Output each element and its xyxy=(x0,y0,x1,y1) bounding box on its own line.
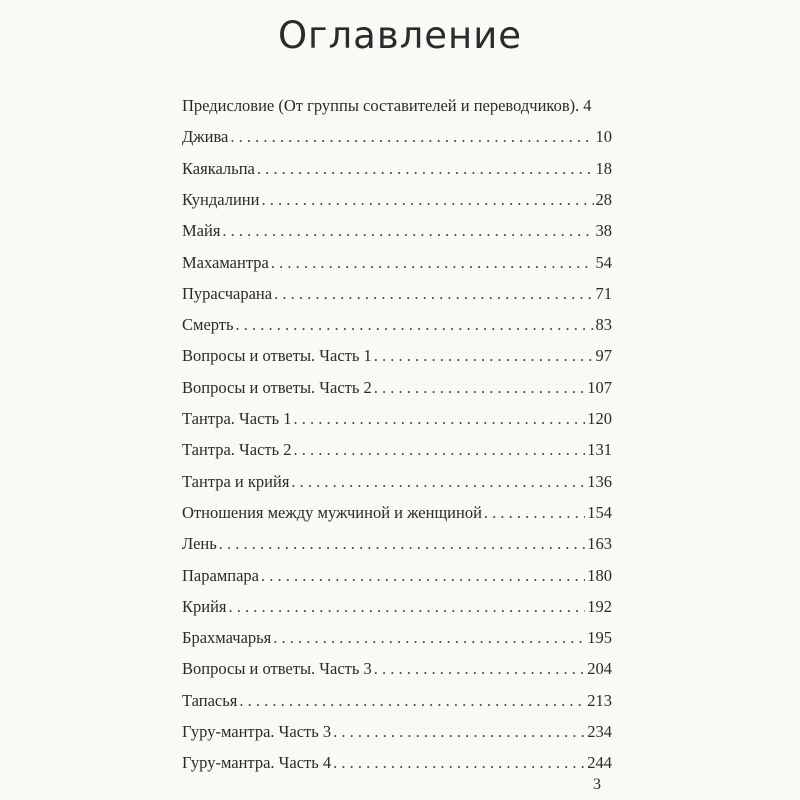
toc-entry xyxy=(182,753,612,773)
toc-entry-title: Отношения между мужчиной и женщиной xyxy=(182,502,482,522)
dot-leader xyxy=(273,628,585,648)
toc-entry xyxy=(182,96,612,116)
toc-entry-page: 97 xyxy=(595,346,612,366)
dot-leader xyxy=(374,346,594,366)
toc-entry xyxy=(182,159,612,179)
dot-leader xyxy=(219,534,585,554)
toc-entry-title: Вопросы и ответы. Часть 3 xyxy=(182,659,372,679)
dot-leader xyxy=(294,409,586,429)
page-title: Оглавление xyxy=(277,14,523,57)
toc-entry-page: 71 xyxy=(595,283,612,303)
toc-entry-title: Гуру-мантра. Часть 4 xyxy=(182,753,332,773)
toc-entry-page: 83 xyxy=(595,315,612,335)
toc-entry-page: 213 xyxy=(587,690,612,710)
toc-entry-page: 192 xyxy=(587,596,612,616)
toc-entry-title: Крийя xyxy=(182,596,227,616)
toc-entry-page: 54 xyxy=(595,252,612,272)
toc-entry xyxy=(182,472,612,492)
toc-entry-title: Смерть xyxy=(182,315,234,335)
toc-entry-title: Майя xyxy=(182,221,221,241)
dot-leader xyxy=(236,315,594,335)
dot-leader xyxy=(271,253,594,273)
toc-entry-page: 180 xyxy=(587,565,612,585)
dot-leader xyxy=(229,597,586,617)
toc-entry xyxy=(182,221,612,241)
toc-entry xyxy=(182,190,612,210)
toc-entry xyxy=(182,503,612,523)
toc-entry-title: Лень xyxy=(182,534,217,554)
toc-entry xyxy=(182,315,612,335)
toc-entry xyxy=(182,597,612,617)
toc-entry-title: Вопросы и ответы. Часть 1 xyxy=(182,346,372,366)
page-number: 3 xyxy=(593,776,601,793)
toc-entry-page: 18 xyxy=(595,158,612,178)
toc-entry xyxy=(182,534,612,554)
toc-entry-page: 244 xyxy=(587,753,612,773)
dot-leader xyxy=(374,378,585,398)
toc-entry-page: 136 xyxy=(587,471,612,491)
dot-leader xyxy=(374,659,585,679)
toc-entry-title: Брахмачарья xyxy=(182,628,272,648)
toc-entry xyxy=(182,440,612,460)
dot-leader xyxy=(291,472,585,492)
toc-entry-page: 163 xyxy=(587,534,612,554)
dot-leader xyxy=(274,284,593,304)
toc-entry-page: 107 xyxy=(587,377,612,397)
toc-entry-page: 10 xyxy=(595,127,612,147)
dot-leader xyxy=(333,753,585,773)
toc-entry xyxy=(182,628,612,648)
toc-entry-title: Тантра и крийя xyxy=(182,471,290,491)
toc-entry-title: Гуру-мантра. Часть 3 xyxy=(182,722,332,741)
dot-leader xyxy=(239,691,585,711)
toc-entry-title: Тапасья xyxy=(182,690,238,710)
dot-leader xyxy=(333,722,585,742)
toc-entry-page: 195 xyxy=(587,628,612,648)
toc-entry xyxy=(182,722,612,742)
toc-entry-page: 234 xyxy=(587,722,612,741)
toc-entry xyxy=(182,659,612,679)
toc-entry xyxy=(182,284,612,304)
toc-entry xyxy=(182,378,612,398)
toc-entry-page: 28 xyxy=(595,189,612,209)
toc-entry-page: 120 xyxy=(587,409,612,428)
toc-entry-page: 154 xyxy=(587,502,612,522)
toc-entry xyxy=(182,127,612,147)
toc-entry-title: Каякальпа xyxy=(182,158,255,178)
toc-entry-title: Махамантра xyxy=(182,252,269,272)
toc-entry-title: Тантра. Часть 2 xyxy=(182,440,292,460)
toc-entry-title: Вопросы и ответы. Часть 2 xyxy=(182,377,372,397)
toc-entry-title: Пурасчарана xyxy=(182,283,273,303)
toc-entry xyxy=(182,566,612,586)
toc-entry-page: 38 xyxy=(595,221,612,241)
dot-leader xyxy=(230,127,593,147)
dot-leader xyxy=(261,190,593,210)
dot-leader xyxy=(222,221,593,241)
toc-entry-page: 4 xyxy=(583,96,592,115)
toc-entry xyxy=(182,346,612,366)
toc-entry-title: Предисловие (От группы составителей и переводчиков). xyxy=(182,96,580,115)
toc-entry-title: Джива xyxy=(182,127,229,147)
dot-leader xyxy=(257,159,594,179)
dot-leader xyxy=(484,503,585,523)
dot-leader xyxy=(261,566,585,586)
toc-entry-title: Кундалини xyxy=(182,189,260,209)
toc-entry xyxy=(182,253,612,273)
toc-entry-title: Тантра. Часть 1 xyxy=(182,409,292,428)
toc-entry xyxy=(182,409,612,429)
toc-entry-title: Парампара xyxy=(182,565,259,585)
dot-leader xyxy=(294,440,586,460)
toc-entry-page: 131 xyxy=(587,440,612,460)
toc-entry-page: 204 xyxy=(587,659,612,679)
toc-entry xyxy=(182,691,612,711)
